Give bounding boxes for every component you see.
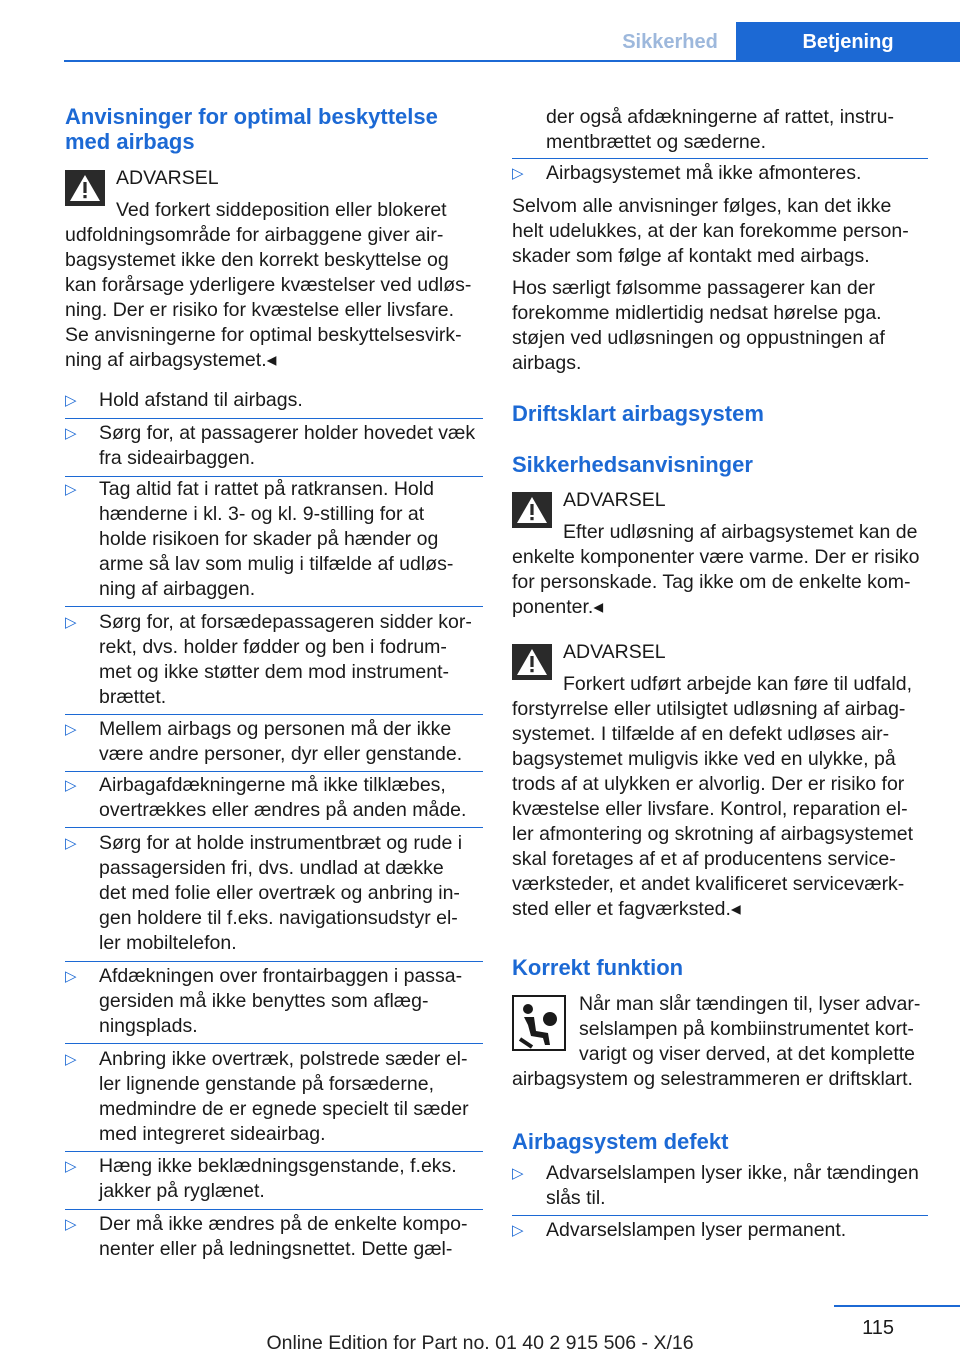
bullet-triangle-icon: ▷ [65,425,77,442]
warning-triangle-icon [512,644,552,680]
continued-text: der også afdækningerne af rattet, instru- mentbrættet og sæderne. [546,106,894,153]
warning-text: forstyrrelse eller utilsigtet udløsning af airbag- systemet. I tilfælde af en defekt udløses air- bagsystemet muligvis ikke ved en ulykke, på trods af at ulykken er alvorlig. Der er risiko for kvæstelse eller livsfare. Kontrol, reparation el- ler afmontering og skrotning af airbagsystemet skal foretages af et af producentens service- værksteder, et andet kvalificeret serviceværk- sted eller et fagværksted.◂ [512,698,914,920]
edition-footer: Online Edition for Part no. 01 40 2 915 506 - X/16 [266,1332,694,1354]
bullet-triangle-icon: ▷ [65,835,77,852]
header-rule [64,60,960,62]
warning-first-line: Ved forkert siddeposition eller blokeret [116,199,447,221]
bullet-triangle-icon: ▷ [65,614,77,631]
bullet-triangle-icon: ▷ [512,1222,524,1239]
heading-line: Anvisninger for optimal beskyttelse [65,104,438,129]
divider [65,418,483,419]
section-heading-correct: Korrekt funktion [512,955,684,980]
correct-function-last-line: airbagsystem og selestrammeren er driftsklart. [512,1068,913,1090]
warning-label: ADVARSEL [116,167,219,189]
divider [65,827,483,828]
airbag-warning-lamp-icon [512,995,566,1051]
divider [65,606,483,607]
divider [65,1043,483,1044]
divider [512,1215,928,1216]
warning-text: udfoldningsområde for airbaggene giver air- bagsystemet ikke den korrekt beskyttelse og kan forårsage yderligere kvæstelser ved udløs- ning. Der er risiko for kvæstelse eller livsfare. Se anvisningerne for optimal beskyttelsesvirk- ning af airbagsystemet.◂ [65,224,472,371]
bullet-triangle-icon: ▷ [512,1165,524,1182]
divider [65,961,483,962]
warning-first-line: Efter udløsning af airbagsystemet kan de [563,521,918,543]
divider [65,1209,483,1210]
warning-first-line: Forkert udført arbejde kan føre til udfald, [563,673,912,695]
divider [65,714,483,715]
warning-triangle-icon [512,492,552,528]
warning-triangle-icon [65,170,105,206]
tab-betjening[interactable]: Betjening [736,22,960,62]
bullet-triangle-icon: ▷ [65,1216,77,1233]
warning-label: ADVARSEL [563,489,666,511]
bullet-triangle-icon: ▷ [65,1051,77,1068]
bullet-triangle-icon: ▷ [65,721,77,738]
bullet-triangle-icon: ▷ [512,165,524,182]
warning-label: ADVARSEL [563,641,666,663]
section-heading-ready: Driftsklart airbagsystem [512,401,764,426]
heading-line: med airbags [65,129,195,154]
tab-sikkerhed[interactable]: Sikkerhed [605,22,735,62]
divider [65,771,483,772]
bullet-triangle-icon: ▷ [65,1158,77,1175]
footer-rule [834,1305,960,1307]
warning-text: enkelte komponenter være varme. Der er risiko for personskade. Tag ikke om de enkelte kom- ponenter.◂ [512,546,920,618]
bullet-triangle-icon: ▷ [65,777,77,794]
bullet-triangle-icon: ▷ [65,481,77,498]
divider [65,1151,483,1152]
correct-function-text: Når man slår tændingen til, lyser advar- selslampen på kombiinstrumentet kort- varigt og viser derved, at det komplette [579,993,921,1065]
paragraph: Hos særligt følsomme passagerer kan der forekomme midlertidig nedsat hørelse pga. støjen ved udløsningen og oppustningen af airbags. [512,277,885,374]
section-heading-defect: Airbagsystem defekt [512,1129,729,1154]
section-heading-airbags [65,104,438,154]
section-heading-safety: Sikkerhedsanvisninger [512,452,753,477]
page-number: 115 [862,1317,894,1339]
divider [512,158,928,159]
paragraph: Selvom alle anvisninger følges, kan det ikke helt udelukkes, at der kan forekomme person- skader som følge af kontakt med airbags. [512,195,909,267]
bullet-triangle-icon: ▷ [65,968,77,985]
bullet-triangle-icon: ▷ [65,392,77,409]
